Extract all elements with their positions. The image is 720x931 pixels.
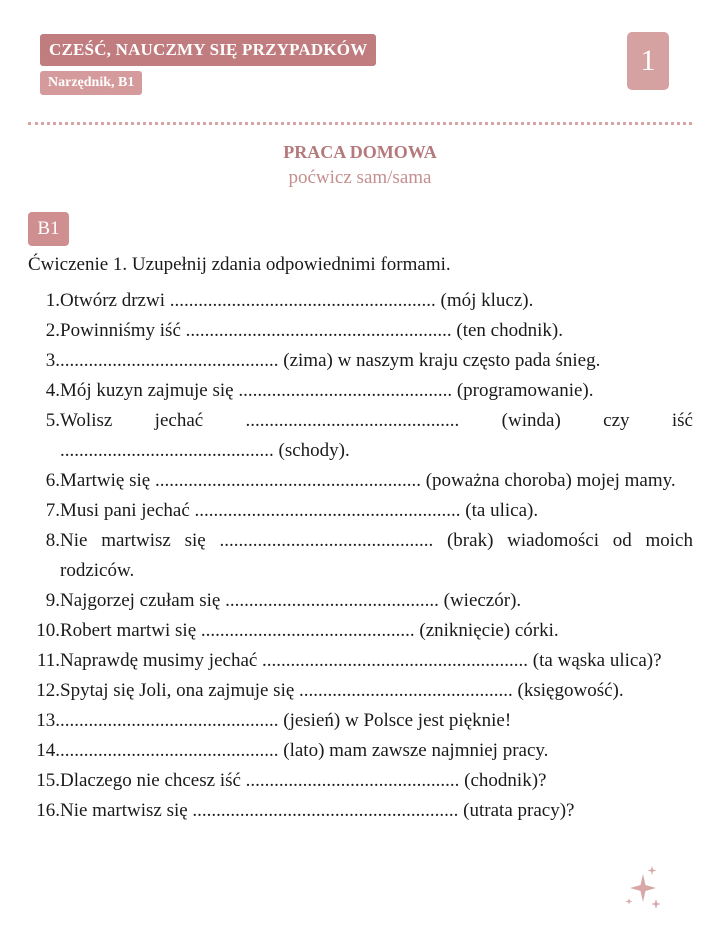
exercise-item (28, 676, 693, 706)
sparkle-icon (623, 866, 665, 916)
exercise-text: Martwię się ........................................................ (poważna choroba) mojej mamy. (60, 470, 676, 491)
exercise-item (28, 316, 693, 346)
exercise-number: 11. (36, 650, 60, 671)
exercise-text: Spytaj się Joli, ona zajmuje się ............................................. (księgowość). (60, 680, 624, 701)
exercise-number: 8. (45, 530, 60, 551)
exercise-item (28, 286, 693, 316)
exercise-number: 5. (45, 410, 60, 431)
exercise-text: Robert martwi się ............................................. (zniknięcie) córki. (60, 620, 559, 641)
exercise-item (28, 496, 693, 526)
exercise-item (28, 706, 693, 736)
exercise-text: Powinniśmy iść ........................................................ (ten chodnik). (60, 320, 563, 341)
exercise-item (28, 346, 693, 376)
exercise-text: Musi pani jechać ........................................................ (ta ulica). (60, 500, 539, 521)
exercise-list (28, 286, 693, 826)
exercise-text: .............................................. (zima) w naszym kraju często pada śnieg. (60, 350, 601, 371)
exercise-text: Nie martwisz się ............................................. (brak) wiadomości od moich rodziców. (60, 530, 693, 581)
exercise-item (28, 586, 693, 616)
exercise-number: 3. (45, 350, 60, 371)
exercise-instruction: Ćwiczenie 1. Uzupełnij zdania odpowiednimi formami. (28, 254, 451, 275)
exercise-number: 9. (45, 590, 60, 611)
exercise-item (28, 376, 693, 406)
exercise-text: Nie martwisz się ........................................................ (utrata pracy)? (60, 800, 575, 821)
lesson-title: CZEŚĆ, NAUCZMY SIĘ PRZYPADKÓW (40, 34, 376, 66)
exercise-text: Mój kuzyn zajmuje się ............................................. (programowanie). (60, 380, 594, 401)
page-number: 1 (627, 32, 669, 90)
exercise-number: 12. (36, 680, 60, 701)
exercise-number: 16. (36, 800, 60, 821)
level-badge: B1 (28, 212, 69, 246)
exercise-number: 15. (36, 770, 60, 791)
exercise-number: 6. (45, 470, 60, 491)
homework-title: PRACA DOMOWA (283, 142, 437, 162)
exercise-number: 4. (45, 380, 60, 401)
dotted-divider (28, 122, 692, 125)
exercise-item (28, 646, 693, 676)
exercise-number: 1. (45, 290, 60, 311)
exercise-item (28, 406, 693, 466)
exercise-item (28, 796, 693, 826)
exercise-text: Dlaczego nie chcesz iść ............................................. (chodnik)? (60, 770, 547, 791)
exercise-item (28, 736, 693, 766)
homework-subtitle: poćwicz sam/sama (288, 167, 432, 188)
exercise-number: 13. (36, 710, 60, 731)
exercise-text: .............................................. (lato) mam zawsze najmniej pracy. (60, 740, 549, 761)
exercise-text: Naprawdę musimy jechać ........................................................ (ta wąska ulica)? (60, 650, 662, 671)
exercise-text: .............................................. (jesień) w Polsce jest pięknie! (60, 710, 512, 731)
exercise-number: 10. (36, 620, 60, 641)
exercise-item (28, 466, 693, 496)
lesson-subtitle: Narzędnik, B1 (40, 71, 142, 95)
exercise-text: Najgorzej czułam się ............................................. (wieczór). (60, 590, 522, 611)
exercise-number: 14. (36, 740, 60, 761)
exercise-item (28, 766, 693, 796)
exercise-item (28, 526, 693, 586)
exercise-number: 7. (45, 500, 60, 521)
exercise-number: 2. (45, 320, 60, 341)
exercise-text: Wolisz jechać ............................................. (winda) czy iść ............................................. (schody). (60, 410, 693, 461)
exercise-text: Otwórz drzwi ........................................................ (mój klucz). (60, 290, 534, 311)
exercise-item (28, 616, 693, 646)
